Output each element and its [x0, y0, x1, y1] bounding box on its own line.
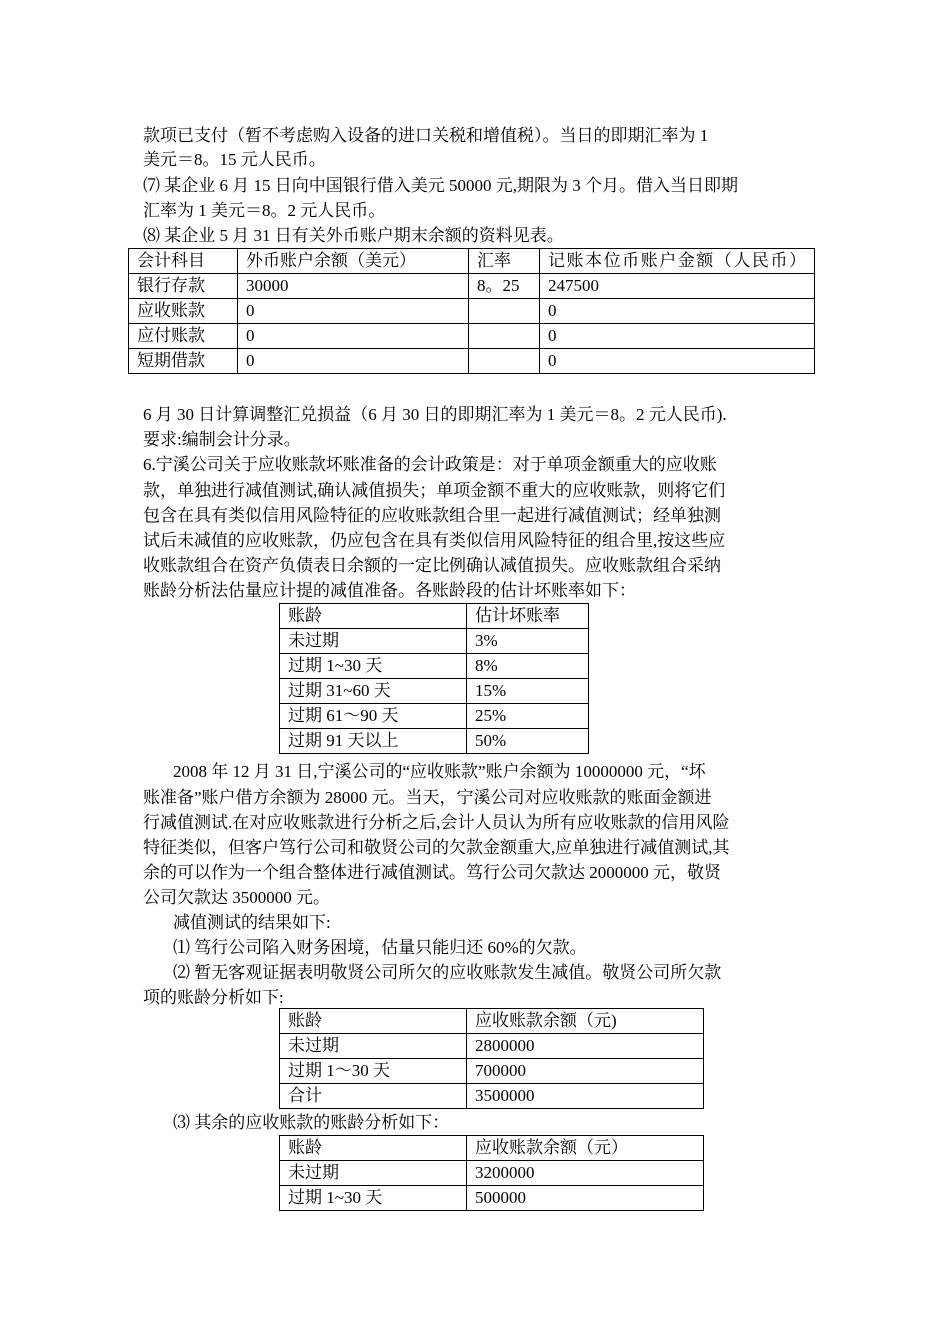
- table-cell: 未过期: [280, 629, 467, 654]
- table-header-cell: 应收账款余额（元）: [467, 1136, 704, 1161]
- table-cell: 2800000: [467, 1034, 704, 1059]
- table-header-cell: 记账本位币账户金额（人民币）: [540, 249, 815, 274]
- paragraph-line: ⑵ 暂无客观证据表明敬贤公司所欠的应收账款发生减值。敬贤公司所欠款: [173, 963, 722, 982]
- table-cell: 8%: [467, 654, 589, 679]
- table-header-row: [129, 249, 815, 274]
- table-cell: 3500000: [467, 1084, 704, 1109]
- table-cell: 未过期: [280, 1034, 467, 1059]
- table-header-cell: 外币账户余额（美元）: [238, 249, 469, 274]
- paragraph-line: 2008 年 12 月 31 日,宁溪公司的“应收账款”账户余额为 10000000 元，“坏: [173, 762, 706, 781]
- table-row: [280, 1186, 704, 1211]
- table-cell: 应付账款: [129, 324, 238, 349]
- table-header-cell: 应收账款余额（元): [467, 1009, 704, 1034]
- table-cell: 0: [540, 324, 815, 349]
- jingxian-aging-table: [279, 1008, 704, 1109]
- paragraph-line: 账准备”账户借方余额为 28000 元。当天，宁溪公司对应收账款的账面金额进: [143, 788, 712, 807]
- table-cell: 0: [238, 299, 469, 324]
- table-cell: 25%: [467, 704, 589, 729]
- paragraph-line: 公司欠款达 3500000 元。: [143, 888, 330, 907]
- paragraph-line: ⑺ 某企业 6 月 15 日向中国银行借入美元 50000 元,期限为 3 个月。借入当日即期: [143, 176, 738, 195]
- table-cell: 0: [540, 299, 815, 324]
- table-row: [280, 729, 589, 754]
- table-row: [280, 679, 589, 704]
- paragraph-line: 减值测试的结果如下:: [173, 913, 331, 932]
- table-cell: 8。25: [469, 274, 540, 299]
- table-cell: 500000: [467, 1186, 704, 1211]
- table-row: [280, 704, 589, 729]
- paragraph-line: 账龄分析法估量应计提的减值准备。各账龄段的估计坏账率如下：: [143, 581, 636, 600]
- table-cell: 15%: [467, 679, 589, 704]
- table-header-row: [280, 1136, 704, 1161]
- table-cell: 短期借款: [129, 349, 238, 374]
- table-row: [280, 1034, 704, 1059]
- table-cell: [469, 324, 540, 349]
- table-cell: 30000: [238, 274, 469, 299]
- paragraph-line: 收账款组合在资产负债表日余额的一定比例确认减值损失。应收账款组合采纳: [143, 556, 721, 575]
- table-cell: 过期 1～30 天: [280, 1059, 467, 1084]
- table-cell: 0: [540, 349, 815, 374]
- table-row: [280, 629, 589, 654]
- paragraph-line: 美元＝8。15 元人民币。: [143, 150, 326, 169]
- table-cell: 247500: [540, 274, 815, 299]
- table-header-cell: 估计坏账率: [467, 604, 589, 629]
- table-cell: 0: [238, 349, 469, 374]
- table-row: [129, 324, 815, 349]
- paragraph-line: 要求:编制会计分录。: [143, 430, 301, 449]
- table-cell: 合计: [280, 1084, 467, 1109]
- paragraph-line: 汇率为 1 美元＝8。2 元人民币。: [143, 201, 386, 220]
- table-cell: 过期 91 天以上: [280, 729, 467, 754]
- table-header-cell: 账龄: [280, 604, 467, 629]
- table-cell: [469, 349, 540, 374]
- paragraph-line: 款，单独进行减值测试,确认减值损失；单项金额不重大的应收账款，则将它们: [143, 481, 726, 500]
- other-aging-table: [279, 1135, 704, 1211]
- table-row: [129, 299, 815, 324]
- table-header-row: [280, 1009, 704, 1034]
- paragraph-line: 6 月 30 日计算调整汇兑损益（6 月 30 日的即期汇率为 1 美元＝8。2 元人民币).: [143, 405, 727, 424]
- table-cell: 过期 31~60 天: [280, 679, 467, 704]
- table-header-cell: 账龄: [280, 1136, 467, 1161]
- table-header-cell: 汇率: [469, 249, 540, 274]
- table-row: [280, 654, 589, 679]
- table-cell: 过期 1~30 天: [280, 654, 467, 679]
- table-cell: 3%: [467, 629, 589, 654]
- table-header-row: [280, 604, 589, 629]
- paragraph-line: 余的可以作为一个组合整体进行减值测试。笃行公司欠款达 2000000 元，敬贤: [143, 863, 721, 882]
- table-cell: 银行存款: [129, 274, 238, 299]
- table-header-cell: 会计科目: [129, 249, 238, 274]
- paragraph-line: 试后未减值的应收账款，仍应包含在具有类似信用风险特征的组合里,按这些应: [143, 531, 726, 550]
- paragraph-line: 6.宁溪公司关于应收账款坏账准备的会计政策是：对于单项金额重大的应收账: [143, 455, 717, 474]
- paragraph-line: 包含在具有类似信用风险特征的应收账款组合里一起进行减值测试；经单独测: [143, 506, 721, 525]
- paragraph-line: 款项已支付（暂不考虑购入设备的进口关税和增值税）。当日的即期汇率为 1: [143, 126, 709, 145]
- table-row: [280, 1059, 704, 1084]
- table-cell: 700000: [467, 1059, 704, 1084]
- table-cell: 50%: [467, 729, 589, 754]
- table-cell: 应收账款: [129, 299, 238, 324]
- table-cell: 3200000: [467, 1161, 704, 1186]
- table-cell: 过期 61～90 天: [280, 704, 467, 729]
- table-cell: 未过期: [280, 1161, 467, 1186]
- bad-debt-rate-table: [279, 603, 589, 754]
- table-row: [280, 1084, 704, 1109]
- paragraph-line: 项的账龄分析如下:: [143, 988, 284, 1007]
- paragraph-line: ⑴ 笃行公司陷入财务困境，估量只能归还 60%的欠款。: [173, 938, 587, 957]
- table-row: [129, 274, 815, 299]
- table-row: [280, 1161, 704, 1186]
- table-header-cell: 账龄: [280, 1009, 467, 1034]
- paragraph-line: ⑻ 某企业 5 月 31 日有关外币账户期末余额的资料见表。: [143, 226, 564, 245]
- table-cell: 过期 1~30 天: [280, 1186, 467, 1211]
- paragraph-line: 特征类似，但客户笃行公司和敬贤公司的欠款金额重大,应单独进行减值测试,其: [143, 838, 730, 857]
- table-row: [129, 349, 815, 374]
- table-cell: [469, 299, 540, 324]
- paragraph-line: ⑶ 其余的应收账款的账龄分析如下：: [173, 1113, 450, 1132]
- paragraph-line: 行减值测试.在对应收账款进行分析之后,会计人员认为所有应收账款的信用风险: [143, 813, 730, 832]
- table-cell: 0: [238, 324, 469, 349]
- foreign-currency-table: [128, 248, 815, 374]
